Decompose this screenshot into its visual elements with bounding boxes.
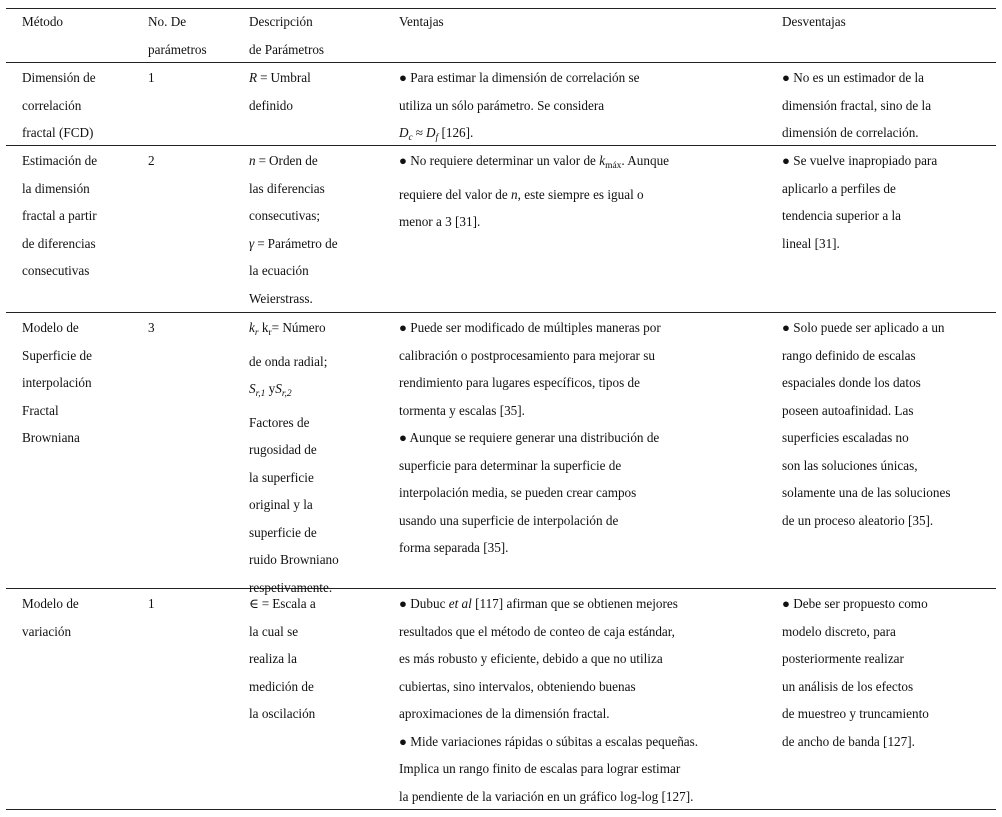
row4-desc	[249, 590, 316, 728]
cell-line: usando una superficie de interpolación de	[399, 512, 619, 528]
citation: [126].	[441, 125, 474, 140]
cell-line: respetivamente.	[249, 579, 333, 595]
cell-line	[249, 64, 311, 92]
cell-line: la pendiente de la variación en un gráfico log-log [127].	[399, 788, 694, 804]
header-ventajas	[399, 8, 444, 36]
cell-line: ● Aunque se requiere generar una distribución de	[399, 430, 660, 445]
row2-desc	[249, 147, 338, 312]
cell-line: ● Dubuc et al [117] afirman que se obtienen mejores	[399, 596, 678, 611]
cell-line: Estimación de	[22, 153, 98, 168]
cell-line: dimensión fractal, sino de la	[782, 97, 932, 113]
cell-line: tormenta y escalas [35].	[399, 402, 525, 418]
cell-line: rendimiento para lugares específicos, tipos de	[399, 375, 640, 390]
header-text: de Parámetros	[249, 41, 325, 57]
row3-ventajas	[399, 314, 661, 562]
cell-text: Umbral	[270, 70, 311, 85]
cell-line: Browniana	[22, 430, 80, 445]
cell-line: poseen autoafinidad. Las	[782, 402, 914, 418]
cell-line: la ecuación	[249, 263, 309, 278]
math-symbol: R	[249, 70, 258, 85]
cell-line: superficie para determinar la superficie de	[399, 457, 622, 473]
cell-line: Factores de	[249, 414, 310, 430]
cell-line: solamente una de las soluciones	[782, 485, 951, 500]
math-relation: =	[261, 596, 270, 611]
cell-line: resultados que el método de conteo de caja estándar,	[399, 623, 675, 639]
cell-line: un análisis de los efectos	[782, 678, 914, 694]
cell-line: requiere del valor de n, este siempre es igual o	[399, 186, 644, 202]
cell-line: original y la	[249, 497, 313, 512]
cell-line: interpolación media, se pueden crear campos	[399, 485, 637, 500]
cell-line: 3	[148, 320, 155, 335]
header-descripcion	[249, 8, 324, 63]
math-relation: =	[258, 153, 267, 168]
header-num-parametros	[148, 8, 207, 63]
cell-line: forma separada [35].	[399, 540, 509, 555]
cell-line: espaciales donde los datos	[782, 375, 921, 390]
cell-line: superficie de	[249, 524, 317, 540]
cell-line: calibración o postprocesamiento para mejorar su	[399, 347, 655, 363]
cell-line: ruido Browniano	[249, 552, 339, 567]
cell-line: $k_r$ $k_r=$ Número	[249, 320, 326, 338]
cell-line: ● Mide variaciones rápidas o súbitas a escalas pequeñas.	[399, 733, 699, 749]
cell-line: de onda radial;	[249, 353, 328, 369]
cell-line: rango definido de escalas	[782, 347, 916, 363]
cell-line: Dimensión de	[22, 70, 96, 85]
header-desventajas	[782, 8, 846, 36]
cell-line: tendencia superior a la	[782, 208, 901, 223]
math-symbol: $D_c$	[399, 125, 413, 143]
cell-line: ∈ = Escala a	[249, 596, 316, 611]
cell-line: Superficie de	[22, 347, 92, 363]
cell-line: consecutivas;	[249, 208, 321, 223]
math-relation: =	[257, 235, 265, 251]
cell-line: Modelo de	[22, 596, 79, 611]
cell-line: las diferencias	[249, 180, 325, 196]
citation-etal: et al	[448, 596, 472, 611]
math-symbol: $S_{r,2}$	[275, 381, 292, 399]
cell-line: correlación	[22, 97, 82, 113]
cell-line: Implica un rango finito de escalas para lograr estimar	[399, 761, 681, 776]
cell-line: fractal a partir	[22, 208, 97, 223]
cell-line: modelo discreto, para	[782, 623, 896, 639]
cell-line: utiliza un sólo parámetro. Se considera	[399, 97, 605, 113]
cell-line: la dimensión	[22, 180, 90, 196]
math-symbol: n	[249, 153, 256, 168]
row4-ventajas	[399, 590, 698, 810]
row2-num	[148, 147, 155, 175]
header-text: Método	[22, 14, 64, 29]
header-text: Descripción	[249, 14, 313, 29]
row3-num	[148, 314, 155, 342]
cell-line: definido	[249, 97, 293, 113]
row3-metodo	[22, 314, 92, 452]
cell-line: ● No es un estimador de la	[782, 70, 925, 85]
header-text: Desventajas	[782, 14, 846, 29]
cell-line: $S_{r,1}$ $yS_{r,2}$	[249, 381, 292, 399]
math-symbol: n	[511, 186, 518, 202]
cell-line: superficies escaladas no	[782, 430, 909, 445]
cell-line: ● Puede ser modificado de múltiples maneras por	[399, 320, 661, 335]
row3-desc	[249, 314, 339, 601]
cell-line: la superficie	[249, 469, 314, 485]
cell-line: realiza la	[249, 651, 297, 666]
math-symbol: $k_r$	[249, 320, 259, 338]
header-text: Ventajas	[399, 14, 444, 29]
row1-metodo	[22, 64, 96, 147]
cell-line: 1	[148, 596, 155, 611]
math-relation: ≈	[415, 125, 423, 140]
row1-ventajas	[399, 64, 640, 153]
row-rule	[6, 312, 996, 313]
row4-metodo	[22, 590, 79, 645]
cell-line: Modelo de	[22, 320, 79, 335]
cell-line: ● Se vuelve inapropiado para	[782, 153, 938, 168]
cell-line: ● Para estimar la dimensión de correlación se	[399, 70, 640, 85]
cell-line: de ancho de banda [127].	[782, 733, 915, 749]
row3-desventajas	[782, 314, 950, 534]
math-symbol: $k_{máx}$	[599, 153, 622, 171]
cell-line: son las soluciones únicas,	[782, 457, 918, 473]
cell-line: Fractal	[22, 402, 59, 418]
cell-line: consecutivas	[22, 263, 90, 278]
row2-metodo	[22, 147, 97, 285]
cell-line: variación	[22, 623, 72, 639]
cell-line: posteriormente realizar	[782, 651, 904, 666]
cell-line: de diferencias	[22, 235, 96, 251]
cell-line: lineal [31].	[782, 235, 840, 251]
cell-line: γ = Parámetro de	[249, 235, 338, 251]
header-text: No. De	[148, 14, 187, 29]
row4-num	[148, 590, 155, 618]
header-text: parámetros	[148, 41, 207, 57]
row1-desventajas	[782, 64, 931, 147]
cell-line: Weierstrass.	[249, 290, 313, 306]
cell-line: aproximaciones de la dimensión fractal.	[399, 706, 610, 721]
header-metodo	[22, 8, 63, 36]
cell-line: ● Solo puede ser aplicado a un	[782, 320, 945, 335]
cell-line: medición de	[249, 678, 314, 694]
math-symbol: ∈	[249, 596, 259, 611]
cell-line: ● Debe ser propuesto como	[782, 596, 928, 611]
cell-line: menor a 3 [31].	[399, 214, 481, 229]
row2-ventajas	[399, 147, 669, 236]
cell-line: interpolación	[22, 375, 92, 390]
cell-line: dimensión de correlación.	[782, 125, 919, 140]
math-relation: =	[260, 70, 268, 85]
cell-line: aplicarlo a perfiles de	[782, 180, 896, 196]
cell-line: 2	[148, 153, 155, 168]
cell-line: ● No requiere determinar un valor de $k_{máx}$. Aunque	[399, 153, 670, 171]
math-symbol: $S_{r,1}$	[249, 381, 266, 399]
cell-line: 1	[148, 70, 155, 85]
cell-line: la oscilación	[249, 706, 316, 721]
cell-line: cubiertas, sino intervalos, obteniendo buenas	[399, 678, 636, 694]
math-symbol: $D_f$	[426, 125, 439, 143]
cell-line: la cual se	[249, 623, 299, 639]
math-symbol: γ	[249, 235, 255, 251]
row4-desventajas	[782, 590, 929, 755]
cell-line: rugosidad de	[249, 442, 317, 457]
cell-line: n = Orden de	[249, 153, 318, 168]
cell-line: fractal (FCD)	[22, 125, 94, 140]
cell-line: de un proceso aleatorio [35].	[782, 512, 934, 528]
cell-line: es más robusto y eficiente, debido a que no utiliza	[399, 651, 663, 666]
row1-num	[148, 64, 155, 92]
row2-desventajas	[782, 147, 937, 257]
cell-line: de muestreo y truncamiento	[782, 706, 929, 721]
row-rule	[6, 588, 996, 589]
row1-desc	[249, 64, 311, 119]
